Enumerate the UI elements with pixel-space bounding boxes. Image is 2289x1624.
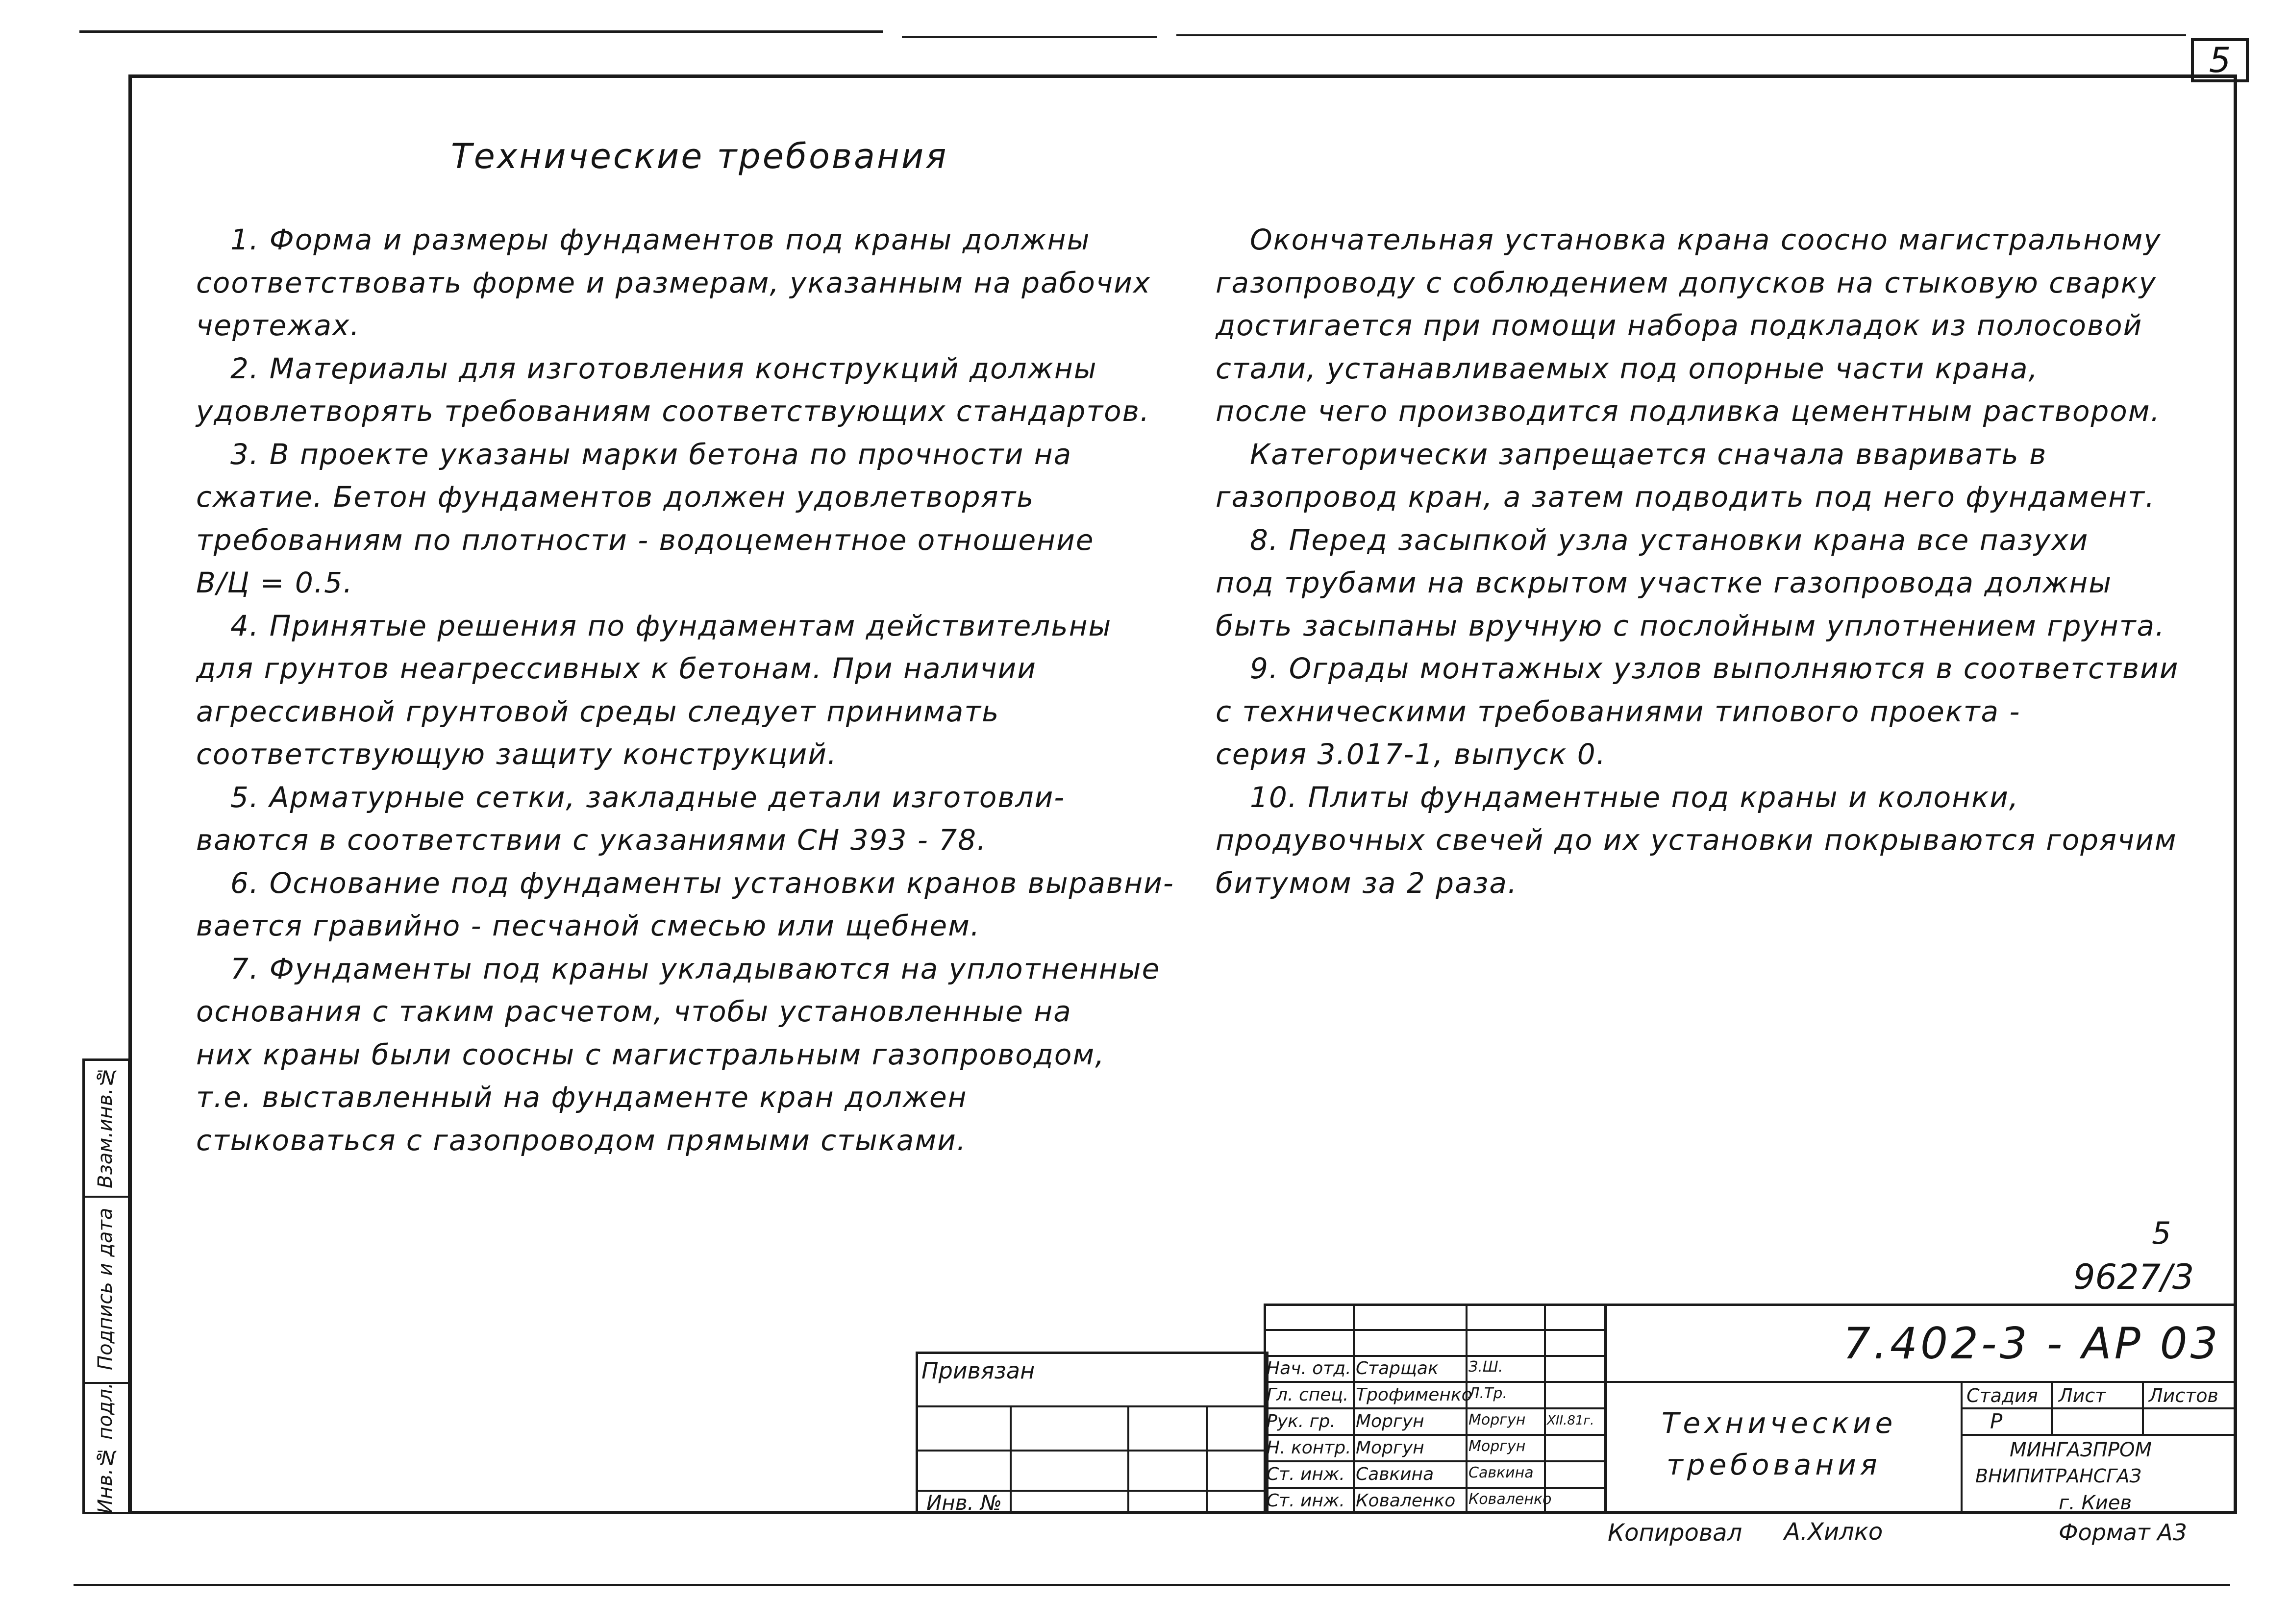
binding-col-line	[1206, 1405, 1208, 1514]
text-line: удовлетворять требованиям соответствующих стандартов.	[196, 394, 1150, 428]
signature-name: Коваленко	[1356, 1491, 1456, 1511]
text-line: 10. Плиты фундаментные под краны и колонки,	[1250, 780, 2019, 814]
text-line: битумом за 2 раза.	[1216, 866, 1518, 900]
side-stamp-original-inv: Инв.№ подл.	[94, 1382, 117, 1514]
signature-name: Моргун	[1356, 1438, 1424, 1458]
stage-header: Стадия	[1966, 1385, 2038, 1406]
stage-col-line	[2051, 1381, 2053, 1434]
text-line: т.е. выставленный на фундаменте кран должен	[196, 1081, 968, 1114]
text-line: них краны были соосны с магистральным газопроводом,	[196, 1037, 1105, 1071]
signatures-row-line	[1264, 1407, 1607, 1409]
stage-col-line	[2142, 1381, 2144, 1434]
text-line: агрессивной грунтовой среды следует принимать	[196, 694, 1000, 728]
top-edge-line-2	[902, 36, 1157, 38]
signatures-row-line	[1264, 1355, 1607, 1357]
page-title: Технические требования	[451, 136, 948, 176]
signatures-row-line	[1264, 1487, 1607, 1489]
organization-city: г. Киев	[2059, 1492, 2132, 1514]
text-line: для грунтов неагрессивных к бетонам. При наличии	[196, 652, 1037, 685]
text-line: достигается при помощи набора подкладок из полосовой	[1216, 309, 2143, 342]
requirements-right-column	[1216, 219, 2179, 905]
signatures-row-line	[1264, 1434, 1607, 1436]
text-line: серия 3.017-1, выпуск 0.	[1216, 738, 1607, 771]
signature-role: Рук. гр.	[1267, 1411, 1336, 1431]
signature-role: Н. контр.	[1267, 1438, 1351, 1458]
signature-name: Старщак	[1356, 1358, 1439, 1378]
text-line: В/Ц = 0.5.	[196, 566, 353, 599]
signatures-row-line	[1264, 1381, 1607, 1383]
requirements-left-column	[196, 219, 1174, 1162]
signature-mark: Коваленко	[1468, 1491, 1552, 1508]
copied-by-label: Копировал	[1608, 1519, 1742, 1547]
text-line: соответствующую защиту конструкций.	[196, 738, 838, 771]
text-line: 6. Основание под фундаменты установки кранов выравни-	[230, 866, 1174, 900]
signature-mark: З.Ш.	[1468, 1358, 1503, 1376]
text-line: после чего производится подливка цементным раствором.	[1216, 394, 2161, 428]
binding-label: Привязан	[921, 1357, 1035, 1384]
text-line: ваются в соответствии с указаниями СН 393 - 78.	[196, 823, 987, 857]
top-edge-line	[79, 30, 883, 33]
organization-ministry: МИНГАЗПРОМ	[2010, 1439, 2152, 1461]
signature-role: Ст. инж.	[1267, 1464, 1345, 1484]
signatures-col-line	[1353, 1304, 1355, 1514]
text-line: Категорически запрещается сначала вваривать в	[1250, 437, 2047, 471]
signature-name: Савкина	[1356, 1464, 1434, 1484]
sheet-header: Лист	[2059, 1385, 2106, 1406]
text-line: 2. Материалы для изготовления конструкций должны	[230, 351, 1097, 385]
text-line: 5. Арматурные сетки, закладные детали изготовли-	[230, 780, 1066, 814]
signature-date: ХII.81г.	[1547, 1413, 1594, 1428]
binding-row-line	[916, 1405, 1269, 1407]
binding-col-line	[1127, 1405, 1129, 1514]
text-line: 8. Перед засыпкой узла установки крана все пазухи	[1250, 523, 2089, 557]
text-line: с техническими требованиями типового проекта -	[1216, 694, 2021, 728]
text-line: стыковаться с газопроводом прямыми стыками.	[196, 1123, 967, 1157]
signatures-row-line	[1264, 1329, 1607, 1331]
copied-by-signature: А.Хилко	[1784, 1518, 1883, 1546]
text-line: 9. Ограды монтажных узлов выполняются в соответствии	[1250, 652, 2179, 685]
sheet-number-corner: 5	[2191, 38, 2249, 82]
signature-mark: Савкина	[1468, 1464, 1534, 1481]
signature-role: Гл. спец.	[1267, 1385, 1349, 1405]
inventory-number-top: 5	[2152, 1215, 2171, 1251]
text-line: стали, устанавливаемых под опорные части крана,	[1216, 351, 2039, 385]
signature-mark: Л.Тр.	[1468, 1385, 1507, 1402]
text-line: продувочных свечей до их установки покрываются горячим	[1216, 823, 2177, 857]
text-line: 1. Форма и размеры фундаментов под краны должны	[230, 223, 1091, 256]
text-line: 4. Принятые решения по фундаментам действительны	[230, 609, 1112, 642]
text-line: под трубами на вскрытом участке газопровода должны	[1216, 566, 2113, 599]
text-line: чертежах.	[196, 309, 360, 342]
document-code: 7.402-3 - АР 03	[1843, 1318, 2221, 1369]
text-line: 7. Фундаменты под краны укладываются на уплотненные	[230, 952, 1161, 985]
text-line: быть засыпаны вручную с послойным уплотнением грунта.	[1216, 609, 2165, 642]
paper-format: Формат А3	[2059, 1519, 2187, 1546]
signature-name: Моргун	[1356, 1411, 1424, 1431]
inv-number-label: Инв. №	[926, 1491, 1002, 1515]
stage-value: Р	[1990, 1409, 2003, 1433]
text-line: Окончательная установка крана соосно магистральному	[1250, 223, 2162, 256]
text-line: газопроводу с соблюдением допусков на стыковую сварку	[1216, 266, 2157, 299]
title-block-col-line	[1961, 1381, 1963, 1514]
organization-institute: ВНИПИТРАНСГАЗ	[1975, 1465, 2141, 1487]
signature-role: Ст. инж.	[1267, 1491, 1345, 1511]
document-title-line-1: Технические	[1662, 1406, 1897, 1440]
binding-row-line	[916, 1450, 1269, 1452]
side-stamp-signature-date: Подпись и дата	[94, 1207, 117, 1370]
signature-name: Трофименко	[1356, 1385, 1472, 1405]
signatures-col-line	[1466, 1304, 1468, 1514]
text-line: вается гравийно - песчаной смесью или щебнем.	[196, 909, 981, 942]
signatures-col-line	[1544, 1304, 1546, 1514]
text-line: основания с таким расчетом, чтобы установленные на	[196, 995, 1072, 1028]
text-line: требованиям по плотности - водоцементное отношение	[196, 523, 1095, 557]
text-line: 3. В проекте указаны марки бетона по прочности на	[230, 437, 1072, 471]
text-line: сжатие. Бетон фундаментов должен удовлетворять	[196, 480, 1035, 514]
signature-role: Нач. отд.	[1267, 1358, 1351, 1378]
binding-col-line	[1010, 1405, 1012, 1514]
text-line: соответствовать форме и размерам, указанным на рабочих	[196, 266, 1151, 299]
stage-row-line	[1961, 1434, 2237, 1436]
signatures-row-line	[1264, 1460, 1607, 1462]
document-title-line-2: требования	[1667, 1448, 1881, 1481]
signature-mark: Моргун	[1468, 1438, 1526, 1455]
top-edge-line-3	[1176, 34, 2186, 36]
inventory-number: 9627/3	[2073, 1257, 2194, 1297]
sheets-header: Листов	[2149, 1385, 2218, 1406]
bottom-edge-line	[74, 1584, 2230, 1586]
text-line: газопровод кран, а затем подводить под него фундамент.	[1216, 480, 2156, 514]
signature-mark: Моргун	[1468, 1411, 1526, 1428]
side-stamp-replacement-inv: Взам.инв.№	[94, 1065, 117, 1189]
